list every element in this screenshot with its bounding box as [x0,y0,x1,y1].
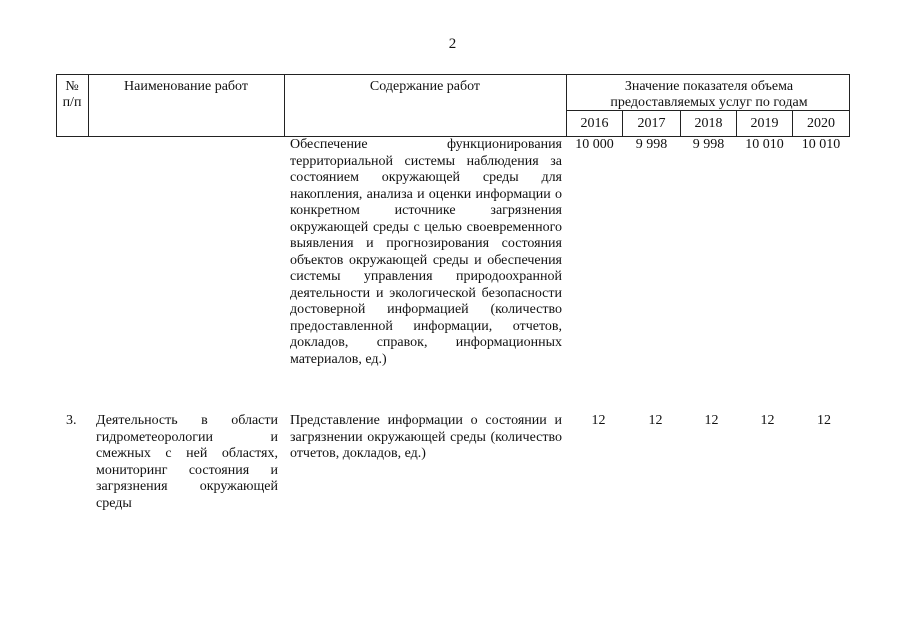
row-value-2020: 12 [817,413,831,428]
header-year-2016: 2016 [580,116,609,131]
header-year-2017: 2017 [637,116,666,131]
row-number: 3. [66,413,77,428]
header-content: Содержание работ [369,79,481,94]
header-year-2018: 2018 [694,116,723,131]
header-top-border [56,74,850,75]
row-content: Представление информации о состоянии и загрязнении окружающей среды (количество отчетов, докладов, ед.) [290,413,562,461]
header-divider [849,74,850,137]
row-value-2019: 12 [760,413,775,428]
row-value-2019: 10 010 [745,137,784,152]
row-value-2016: 10 000 [575,137,614,152]
row-value-2018: 9 998 [692,137,725,152]
header-year-2019: 2019 [750,116,779,131]
row-value-2017: 9 998 [635,137,668,152]
row-name: Деятельность в области гидрометеорологии и смежных с ней областях, мониторинг состояния и загрязнения окружающей среды [96,413,278,511]
row-value-2016: 12 [591,413,606,428]
header-divider [284,74,285,137]
header-indicator: Значение показателя объема предоставляемых услуг по годам [610,79,808,110]
header-divider [56,74,57,137]
header-year-2020: 2020 [807,116,835,131]
row-content: Обеспечение функционирования территориальной системы наблюдения за состоянием окружающей среды для накопления, анализа и оценки информации о конкретном источнике загрязнения окружающей среды с целью своевременного выявления и прогнозирования состояния объектов окружающей среды и обеспечения системы управления природоохранной деятельности и экологической безопасности достоверной информацией (количество предоставленной информации, отчетов, докладов, справок, информационных материалов, ед.) [290,137,562,367]
header-num: № п/п [62,79,82,110]
row-value-2020: 10 010 [801,137,841,152]
row-value-2018: 12 [704,413,719,428]
header-name: Наименование работ [124,79,248,94]
row-value-2017: 12 [648,413,663,428]
page-number: 2 [448,36,457,52]
header-divider [88,74,89,137]
